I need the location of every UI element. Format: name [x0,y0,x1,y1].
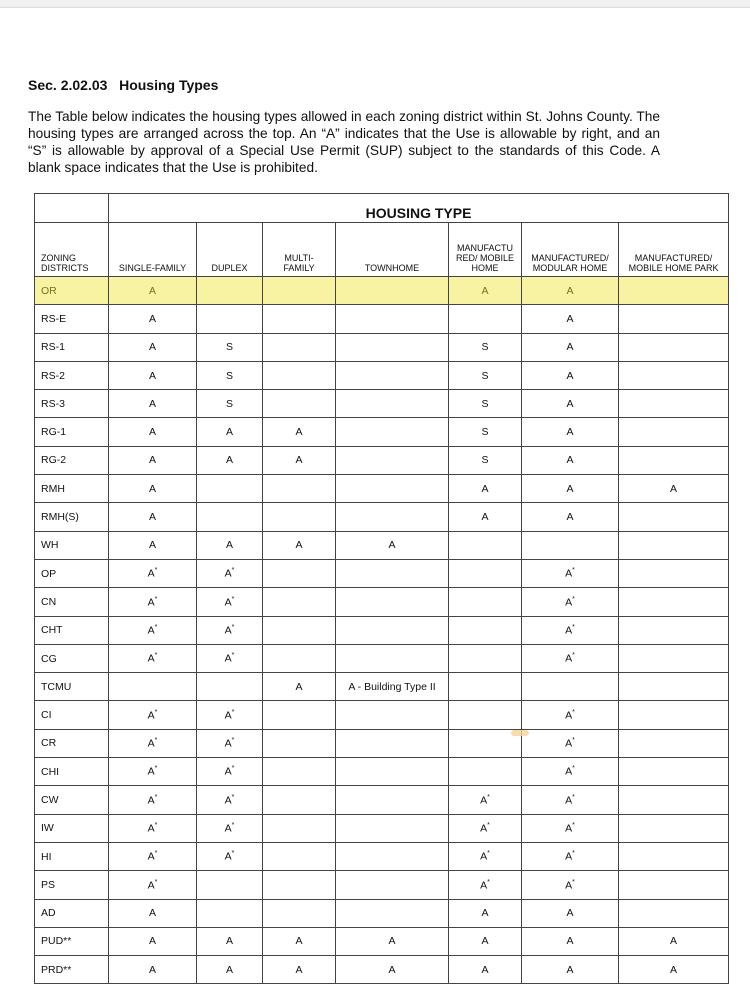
value-cell [336,729,449,757]
value-cell: A* [522,588,619,616]
value-cell: S [449,390,522,418]
value-cell [619,758,729,786]
value-cell [197,871,263,899]
value-cell: A [522,418,619,446]
table-title: HOUSING TYPE [109,194,729,223]
value-cell: A [263,446,336,474]
section-number: Sec. 2.02.03 [28,77,108,93]
value-cell: A [109,446,197,474]
value-cell: A [522,305,619,333]
value-cell: A [197,956,263,984]
table-row [35,758,729,786]
value-cell [619,418,729,446]
column-header-row [35,223,729,277]
value-cell: A [522,446,619,474]
column-header: SINGLE-FAMILY [109,223,197,277]
zone-cell: CG [35,644,109,672]
value-cell: A* [522,559,619,587]
value-cell [619,814,729,842]
value-cell: A* [109,616,197,644]
value-cell [263,277,336,305]
table-row [35,729,729,757]
zone-cell: RG-2 [35,446,109,474]
value-cell [336,644,449,672]
value-cell [336,475,449,503]
value-cell: S [449,418,522,446]
value-cell: A [522,899,619,927]
value-cell: A [197,927,263,955]
table-row [35,446,729,474]
value-cell: A* [522,842,619,870]
value-cell [263,814,336,842]
value-cell [197,673,263,701]
value-cell [449,616,522,644]
value-cell: A [109,333,197,361]
table-row [35,361,729,389]
table-row [35,333,729,361]
value-cell [336,786,449,814]
value-cell: A* [522,701,619,729]
value-cell [336,814,449,842]
value-cell: A* [109,786,197,814]
value-cell [449,673,522,701]
table-row [35,842,729,870]
value-cell: A* [197,786,263,814]
value-cell [449,644,522,672]
value-cell: A* [449,814,522,842]
value-cell: A* [522,616,619,644]
value-cell [263,333,336,361]
value-cell: A* [197,729,263,757]
value-cell: A [109,390,197,418]
value-cell: A* [109,758,197,786]
value-cell [263,390,336,418]
value-cell [336,446,449,474]
value-cell [336,305,449,333]
value-cell [619,644,729,672]
value-cell [619,588,729,616]
table-row [35,503,729,531]
value-cell [336,588,449,616]
value-cell [263,786,336,814]
table-row [35,616,729,644]
table-body [35,277,729,984]
zone-cell: CHI [35,758,109,786]
table-row [35,531,729,559]
value-cell [449,559,522,587]
value-cell [263,305,336,333]
zone-cell: PS [35,871,109,899]
value-cell: S [449,361,522,389]
value-cell: A* [197,616,263,644]
value-cell: S [197,333,263,361]
value-cell [336,559,449,587]
table-row [35,305,729,333]
value-cell [336,616,449,644]
zone-cell: RMH(S) [35,503,109,531]
value-cell [263,616,336,644]
value-cell [336,503,449,531]
housing-type-table [34,193,729,984]
zone-cell: RS-1 [35,333,109,361]
value-cell [336,277,449,305]
table-row [35,390,729,418]
value-cell: A [522,503,619,531]
zone-cell: CW [35,786,109,814]
value-cell: A [449,475,522,503]
value-cell [336,418,449,446]
table-row [35,956,729,984]
value-cell: S [449,446,522,474]
value-cell [336,899,449,927]
table-row [35,786,729,814]
value-cell: A* [449,842,522,870]
value-cell: A [109,361,197,389]
value-cell [263,361,336,389]
value-cell [619,503,729,531]
value-cell: S [197,361,263,389]
value-cell [336,390,449,418]
table-row [35,814,729,842]
value-cell: A [449,503,522,531]
value-cell [336,361,449,389]
table-row [35,673,729,701]
value-cell [197,475,263,503]
value-cell: A* [522,814,619,842]
column-header: MANUFACTURED/ MODULAR HOME [522,223,619,277]
value-cell [197,503,263,531]
value-cell [619,701,729,729]
value-cell: A* [449,786,522,814]
value-cell: S [197,390,263,418]
zone-cell: RS-3 [35,390,109,418]
value-cell: A [449,277,522,305]
value-cell: A [109,531,197,559]
value-cell: A* [109,644,197,672]
value-cell [263,701,336,729]
value-cell [619,333,729,361]
zone-cell: AD [35,899,109,927]
value-cell [619,361,729,389]
value-cell [619,531,729,559]
value-cell [263,503,336,531]
value-cell [336,333,449,361]
value-cell: A* [197,701,263,729]
value-cell [619,673,729,701]
value-cell [619,446,729,474]
value-cell: A [336,927,449,955]
value-cell [263,644,336,672]
table-row [35,644,729,672]
value-cell: A* [197,842,263,870]
zone-cell: IW [35,814,109,842]
value-cell: A [619,927,729,955]
value-cell: A* [522,729,619,757]
column-header: MULTI- FAMILY [263,223,336,277]
value-cell: A [197,446,263,474]
value-cell [263,758,336,786]
value-cell: A [449,927,522,955]
value-cell: A* [522,644,619,672]
value-cell: A [109,475,197,503]
value-cell [449,305,522,333]
value-cell: A [619,475,729,503]
value-cell [197,277,263,305]
value-cell: A* [109,871,197,899]
table-row [35,559,729,587]
zone-cell: PUD** [35,927,109,955]
value-cell: A [263,673,336,701]
value-cell: A [109,956,197,984]
value-cell: A [197,418,263,446]
value-cell [619,842,729,870]
value-cell [619,390,729,418]
value-cell: A* [109,701,197,729]
value-cell [522,673,619,701]
zone-cell: RMH [35,475,109,503]
value-cell [619,899,729,927]
zone-cell: HI [35,842,109,870]
value-cell [449,758,522,786]
value-cell [449,588,522,616]
value-cell: A [336,956,449,984]
top-bar [0,0,750,8]
table-row [35,588,729,616]
value-cell [197,899,263,927]
column-header-zoning-districts: ZONING DISTRICTS [35,223,109,277]
value-cell [336,871,449,899]
value-cell: A* [109,842,197,870]
value-cell: A [522,390,619,418]
value-cell: A* [109,588,197,616]
zone-cell: RS-E [35,305,109,333]
value-cell: A* [109,814,197,842]
value-cell: S [449,333,522,361]
intro-paragraph: The Table below indicates the housing types allowed in each zoning district within St. Johns County. The housing types are arranged across the top. An “A” indicates that the Use is allowable by right, and an “S” is allowable by approval of a Special Use Permit (SUP) subject to the standards of this Code. A blank space indicates that the Use is prohibited. [28,109,660,175]
value-cell: A [109,503,197,531]
table-row [35,871,729,899]
section-title: Housing Types [119,77,219,93]
value-cell: A* [522,758,619,786]
value-cell [109,673,197,701]
value-cell: A* [522,786,619,814]
value-cell: A* [449,871,522,899]
column-header: DUPLEX [197,223,263,277]
value-cell [619,559,729,587]
value-cell: A [109,277,197,305]
value-cell: A [109,927,197,955]
zone-cell: CHT [35,616,109,644]
value-cell: A [522,361,619,389]
value-cell [336,758,449,786]
value-cell: A* [197,814,263,842]
value-cell: A* [109,729,197,757]
value-cell: A [336,531,449,559]
zone-cell: OP [35,559,109,587]
value-cell: A [522,927,619,955]
table-row [35,899,729,927]
value-cell [263,842,336,870]
value-cell: A [522,475,619,503]
section-heading [28,77,218,93]
zone-cell: RG-1 [35,418,109,446]
value-cell: A [522,956,619,984]
value-cell [619,871,729,899]
value-cell [619,729,729,757]
table-row [35,277,729,305]
table-corner-cell [35,194,109,223]
value-cell: A [619,956,729,984]
value-cell: A* [197,559,263,587]
column-header: MANUFACTURED/ MOBILE HOME PARK [619,223,729,277]
value-cell: A [449,899,522,927]
value-cell: A* [197,644,263,672]
value-cell [619,305,729,333]
highlighter-mark [511,730,529,736]
value-cell: A [109,305,197,333]
value-cell [336,701,449,729]
zone-cell: WH [35,531,109,559]
value-cell [449,701,522,729]
value-cell [449,531,522,559]
value-cell: A [522,277,619,305]
value-cell: A* [197,588,263,616]
zone-cell: RS-2 [35,361,109,389]
zone-cell: CN [35,588,109,616]
value-cell: A [263,956,336,984]
zone-cell: TCMU [35,673,109,701]
table-row [35,475,729,503]
value-cell [263,871,336,899]
value-cell: A* [197,758,263,786]
value-cell: A [109,899,197,927]
value-cell: A [109,418,197,446]
column-header: MANUFACTU RED/ MOBILE HOME [449,223,522,277]
value-cell: A [449,956,522,984]
table-row [35,701,729,729]
value-cell [619,616,729,644]
value-cell: A [263,531,336,559]
value-cell [197,305,263,333]
zone-cell: PRD** [35,956,109,984]
value-cell: A* [522,871,619,899]
value-cell [263,588,336,616]
value-cell: A [263,927,336,955]
zone-cell: OR [35,277,109,305]
value-cell [619,277,729,305]
value-cell [263,899,336,927]
value-cell [336,842,449,870]
zone-cell: CR [35,729,109,757]
value-cell: A [197,531,263,559]
value-cell: A* [109,559,197,587]
table-row [35,418,729,446]
column-header: TOWNHOME [336,223,449,277]
value-cell: A [263,418,336,446]
value-cell [263,559,336,587]
value-cell [263,729,336,757]
value-cell: A - Building Type II [336,673,449,701]
table-row [35,927,729,955]
value-cell: A [522,333,619,361]
value-cell [263,475,336,503]
value-cell [522,531,619,559]
value-cell [619,786,729,814]
zone-cell: CI [35,701,109,729]
